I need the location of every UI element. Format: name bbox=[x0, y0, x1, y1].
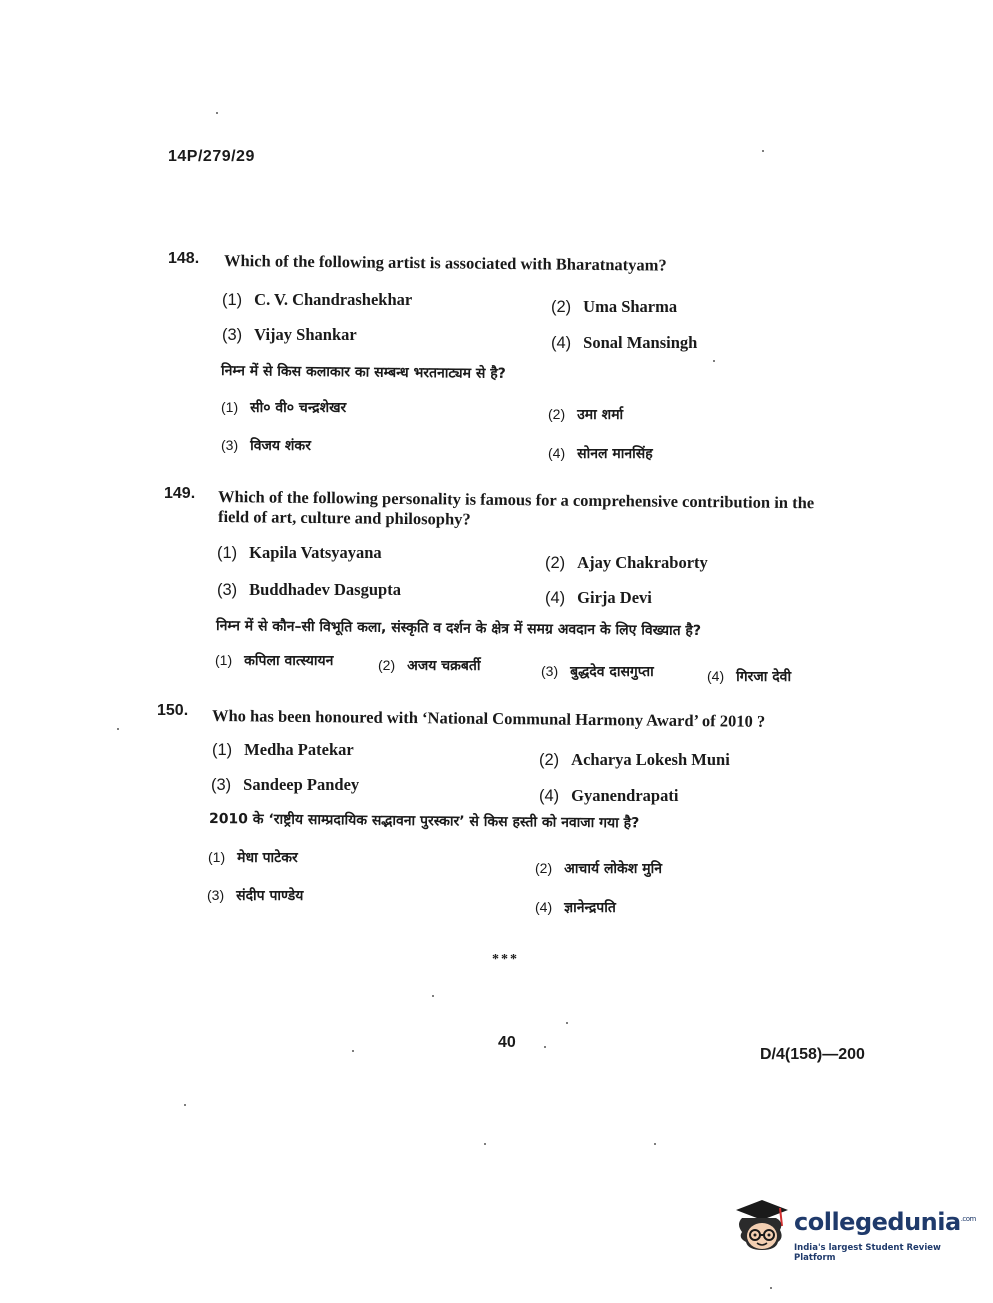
scan-speck bbox=[352, 1050, 354, 1052]
option-1-hi: (1) सी० वी० चन्द्रशेखर bbox=[221, 399, 347, 416]
brand-tagline: India's largest Student Review Platform bbox=[794, 1243, 941, 1263]
scan-speck bbox=[566, 1022, 568, 1024]
option-4-hi: (4) ज्ञानेन्द्रपति bbox=[535, 899, 616, 916]
scan-speck bbox=[184, 1104, 186, 1106]
question-number: 148. bbox=[168, 250, 200, 267]
question-number: 149. bbox=[164, 485, 196, 502]
option-3-hi: (3) बुद्धदेव दासगुप्ता bbox=[541, 663, 654, 680]
scan-speck bbox=[216, 112, 218, 114]
option-2-en: (2) Uma Sharma bbox=[551, 297, 678, 316]
option-1-en: (1) Medha Patekar bbox=[212, 740, 354, 759]
option-4-hi: (4) गिरजा देवी bbox=[707, 668, 792, 685]
option-4-en: (4) Gyanendrapati bbox=[539, 786, 679, 805]
question-text-en-line-1: Which of the following personality is famous for a comprehensive contribution in the bbox=[217, 487, 815, 513]
scan-speck bbox=[544, 1046, 546, 1048]
question-text-en: Who has been honoured with ‘National Communal Harmony Award’ of 2010 ? bbox=[211, 706, 766, 731]
option-2-hi: (2) उमा शर्मा bbox=[548, 406, 624, 423]
scan-speck bbox=[713, 360, 715, 362]
question-text-hi: निम्न में से किस कलाकार का सम्बन्ध भरतनाट्यम से है? bbox=[220, 363, 506, 382]
paper-code: 14P/279/29 bbox=[168, 148, 255, 165]
option-2-hi: (2) अजय चक्रबर्ती bbox=[378, 657, 481, 674]
question-text-en-line-2: field of art, culture and philosophy? bbox=[217, 507, 471, 529]
question-text-hi: निम्न में से कौन–सी विभूति कला, संस्कृति व दर्शन के क्षेत्र में समग्र अवदान के लिए विख्यात है? bbox=[215, 618, 702, 640]
option-3-en: (3) Vijay Shankar bbox=[222, 325, 357, 344]
question-text-en: Which of the following artist is associated with Bharatnatyam? bbox=[223, 251, 667, 275]
option-3-hi: (3) संदीप पाण्डेय bbox=[207, 887, 304, 904]
collegedunia-watermark bbox=[732, 1196, 976, 1263]
option-3-hi: (3) विजय शंकर bbox=[221, 437, 311, 454]
option-4-en: (4) Sonal Mansingh bbox=[551, 333, 698, 352]
scan-speck bbox=[654, 1143, 656, 1145]
scan-speck bbox=[484, 1143, 486, 1145]
option-1-hi: (1) मेधा पाटेकर bbox=[208, 849, 298, 866]
option-3-en: (3) Buddhadev Dasgupta bbox=[217, 580, 401, 599]
end-marker: *** bbox=[492, 952, 519, 967]
option-2-en: (2) Ajay Chakraborty bbox=[545, 553, 708, 572]
mascot-logo-icon bbox=[732, 1196, 792, 1258]
page-number: 40 bbox=[498, 1034, 516, 1051]
scan-speck bbox=[762, 150, 764, 152]
booklet-code: D/4(158)—200 bbox=[760, 1046, 865, 1063]
option-2-hi: (2) आचार्य लोकेश मुनि bbox=[535, 860, 662, 877]
scan-speck bbox=[117, 728, 119, 730]
option-4-en: (4) Girja Devi bbox=[545, 588, 652, 607]
option-4-hi: (4) सोनल मानसिंह bbox=[548, 445, 653, 462]
option-1-hi: (1) कपिला वात्स्यायन bbox=[215, 652, 334, 669]
scan-speck bbox=[432, 995, 434, 997]
option-2-en: (2) Acharya Lokesh Muni bbox=[539, 750, 730, 769]
question-number: 150. bbox=[157, 702, 189, 719]
brand-name: collegedunia$^{.com}$ bbox=[794, 1208, 976, 1236]
scan-speck bbox=[770, 1287, 772, 1289]
question-text-hi: 2010 के ‘राष्ट्रीय साम्प्रदायिक सद्भावना पुरस्कार’ से किस हस्ती को नवाजा गया है? bbox=[208, 811, 640, 832]
option-3-en: (3) Sandeep Pandey bbox=[211, 775, 360, 794]
option-1-en: (1) C. V. Chandrashekhar bbox=[222, 290, 413, 309]
option-1-en: (1) Kapila Vatsyayana bbox=[217, 543, 382, 562]
